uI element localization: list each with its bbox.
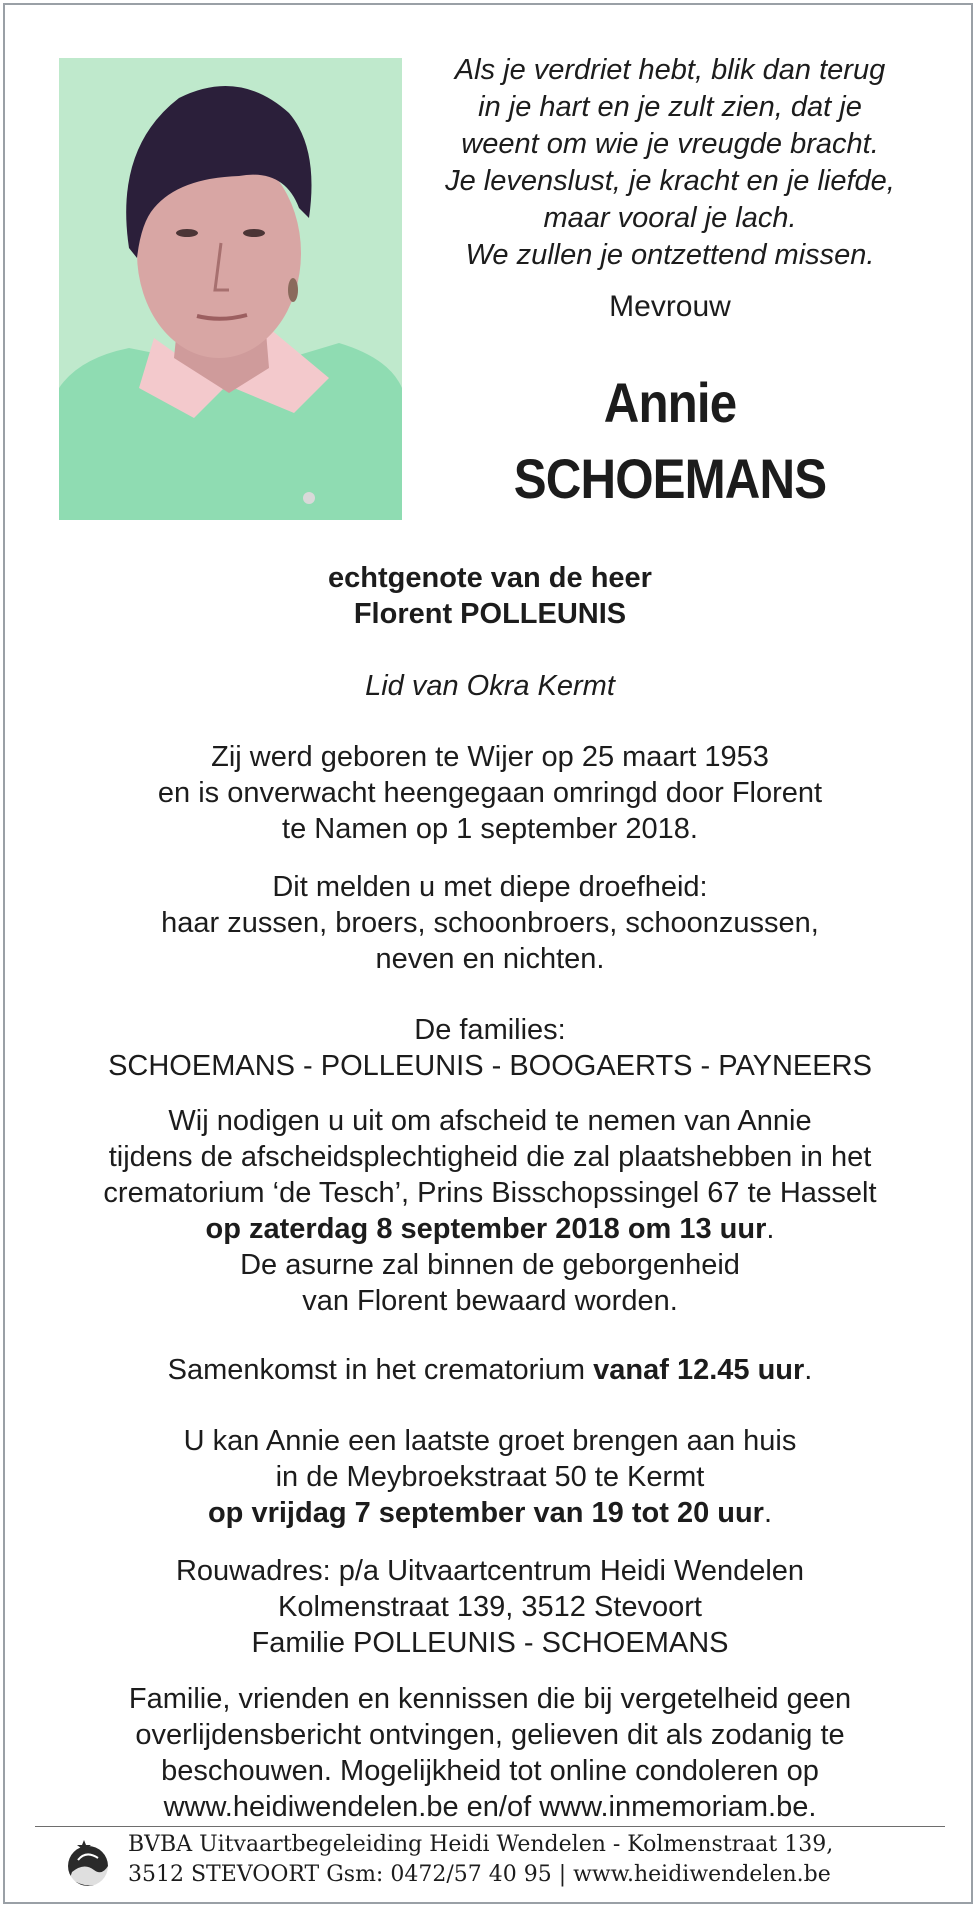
- notice-line: www.heidiwendelen.be en/of www.inmemoriam.be.: [163, 1791, 817, 1823]
- birth-line: Zij werd geboren te Wijer op 25 maart 1953: [211, 741, 769, 773]
- visit-date: op vrijdag 7 september van 19 tot 20 uur: [207, 1497, 764, 1529]
- families-names: SCHOEMANS - POLLEUNIS - BOOGAERTS - PAYNEERS: [108, 1050, 872, 1082]
- poem-line: We zullen je ontzettend missen.: [465, 239, 875, 271]
- honorific: Mevrouw: [609, 290, 731, 323]
- visit-block: [30, 1423, 950, 1531]
- spouse-name: Florent POLLEUNIS: [353, 598, 627, 630]
- gathering-end: .: [804, 1354, 813, 1386]
- birth-block: [30, 739, 950, 847]
- footer: [128, 1830, 928, 1890]
- farewell-date: op zaterdag 8 september 2018 om 13 uur: [205, 1213, 767, 1245]
- address-line: Rouwadres: p/a Uitvaartcentrum Heidi Wendelen: [175, 1555, 805, 1587]
- poem-line: Je levenslust, je kracht en je liefde,: [445, 165, 895, 197]
- notice-line: beschouwen. Mogelijkheid tot online condoleren op: [161, 1755, 819, 1787]
- first-name: Annie: [603, 371, 737, 434]
- notice-block: [30, 1681, 950, 1825]
- poem-line: in je hart en je zult zien, dat je: [478, 91, 862, 123]
- spouse-line: echtgenote van de heer: [328, 562, 652, 594]
- farewell-line: Wij nodigen u uit om afscheid te nemen van Annie: [168, 1105, 812, 1137]
- families-label: De families:: [414, 1014, 566, 1046]
- farewell-line: tijdens de afscheidsplechtigheid die zal plaatshebben in het: [108, 1141, 872, 1173]
- farewell-line: De asurne zal binnen de geborgenheid: [240, 1249, 740, 1281]
- poem-line: maar vooral je lach.: [543, 202, 797, 234]
- portrait-photo: [59, 58, 402, 520]
- footer-divider: [35, 1826, 945, 1827]
- funeral-home-logo-icon: [64, 1836, 112, 1888]
- notice-line: overlijdensbericht ontvingen, gelieven dit als zodanig te: [135, 1719, 845, 1751]
- farewell-block: [30, 1103, 950, 1319]
- portrait-illustration: [59, 58, 402, 520]
- gathering-line: [30, 1352, 950, 1388]
- visit-date-line: [30, 1495, 950, 1531]
- gathering-time: vanaf 12.45 uur: [593, 1354, 805, 1386]
- address-line: Kolmenstraat 139, 3512 Stevoort: [278, 1591, 702, 1623]
- farewell-date-end: .: [766, 1213, 775, 1245]
- announcement-line: Dit melden u met diepe droefheid:: [272, 871, 708, 903]
- address-line: Familie POLLEUNIS - SCHOEMANS: [251, 1627, 729, 1659]
- farewell-date-line: [30, 1211, 950, 1247]
- visit-date-end: .: [763, 1497, 773, 1529]
- mourning-address: [30, 1553, 950, 1661]
- poem: [412, 52, 928, 274]
- announcement-line: haar zussen, broers, schoonbroers, schoonzussen,: [161, 907, 819, 939]
- notice-line: Familie, vrienden en kennissen die bij vergetelheid geen: [128, 1683, 852, 1715]
- footer-line: 3512 STEVOORT Gsm: 0472/57 40 95 | www.heidiwendelen.be: [128, 1862, 831, 1887]
- poem-line: weent om wie je vreugde bracht.: [461, 128, 879, 160]
- birth-line: te Namen op 1 september 2018.: [282, 813, 698, 845]
- visit-line: U kan Annie een laatste groet brengen aan huis: [183, 1425, 797, 1457]
- families-block: [30, 1012, 950, 1084]
- membership: Lid van Okra Kermt: [365, 670, 615, 702]
- poem-line: Als je verdriet hebt, blik dan terug: [454, 54, 886, 86]
- gathering-text: Samenkomst in het crematorium: [167, 1354, 594, 1386]
- announcement-line: neven en nichten.: [375, 943, 605, 975]
- farewell-line: crematorium ‘de Tesch’, Prins Bisschopssingel 67 te Hasselt: [103, 1177, 877, 1209]
- last-name: SCHOEMANS: [513, 447, 827, 510]
- farewell-line: van Florent bewaard worden.: [302, 1285, 678, 1317]
- spouse-block: [30, 560, 950, 632]
- birth-line: en is onverwacht heengegaan omringd door Florent: [157, 777, 823, 809]
- visit-line: in de Meybroekstraat 50 te Kermt: [275, 1461, 705, 1493]
- footer-line: BVBA Uitvaartbegeleiding Heidi Wendelen - Kolmenstraat 139,: [128, 1832, 834, 1857]
- announcement-block: [30, 869, 950, 977]
